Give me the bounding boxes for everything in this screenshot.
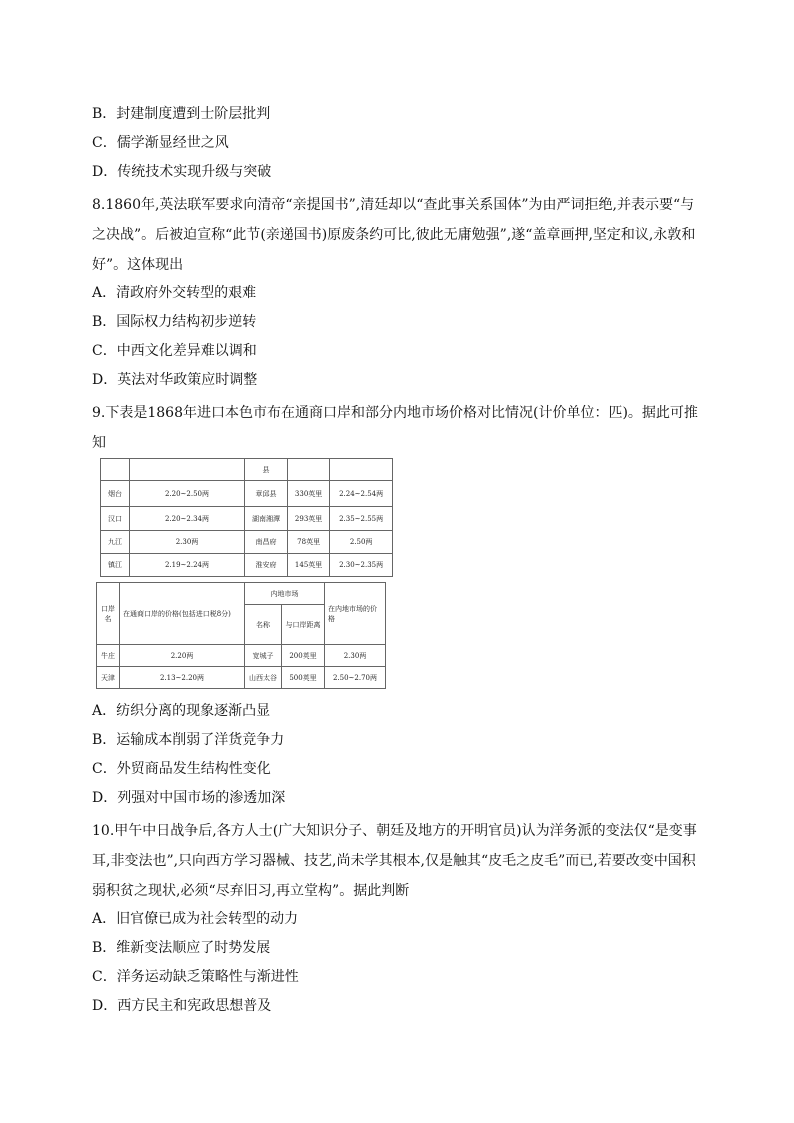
table-row	[101, 507, 393, 531]
table-cell: 牛庄	[97, 645, 120, 667]
price-table-upper	[100, 458, 393, 577]
table-cell: 镇江	[101, 554, 130, 577]
table-cell: 2.50两	[330, 531, 393, 554]
table-row	[101, 459, 393, 481]
q8-option-c: C．中西文化差异难以调和	[92, 343, 257, 359]
q9-option-b: B．运输成本削弱了洋货竞争力	[92, 732, 285, 748]
table-row	[101, 531, 393, 554]
table-cell: 汉口	[101, 507, 130, 531]
table-row	[97, 583, 386, 605]
table-row	[97, 645, 386, 667]
q9-option-a: A．纺织分离的现象逐渐凸显	[92, 703, 271, 719]
table-cell: 宽城子	[245, 645, 282, 667]
table-cell: 145英里	[288, 554, 330, 577]
table-cell: 2.13~2.20两	[120, 667, 245, 689]
table-cell: 湖南湘潭	[245, 507, 288, 531]
table-cell: 500英里	[282, 667, 325, 689]
table-header-distance: 与口岸距离	[282, 605, 325, 645]
table-cell: 2.30~2.35两	[330, 554, 393, 577]
table-cell: 2.19~2.24两	[130, 554, 245, 577]
table-header-name: 名称	[245, 605, 282, 645]
q7-option-b: B．封建制度遭到士阶层批判	[92, 106, 271, 122]
q9-option-d: D．列强对中国市场的渗透加深	[92, 790, 286, 806]
q10-option-a: A．旧官僚已成为社会转型的动力	[92, 911, 299, 927]
table-header-county: 县	[245, 459, 288, 481]
q7-option-d: D．传统技术实现升级与突破	[92, 164, 272, 180]
table-cell: 330英里	[288, 481, 330, 507]
q10-option-b: B．维新变法顺应了时势发展	[92, 940, 271, 956]
table-cell: 2.35~2.55两	[330, 507, 393, 531]
table-cell: 2.30两	[130, 531, 245, 554]
q8-option-a: A．清政府外交转型的艰难	[92, 285, 257, 301]
table-cell: 山西太谷	[245, 667, 282, 689]
q8-option-b: B．国际权力结构初步逆转	[92, 314, 257, 330]
table-cell: 2.20~2.34两	[130, 507, 245, 531]
table-header-inland: 内地市场	[245, 583, 325, 605]
table-cell: 淮安府	[245, 554, 288, 577]
price-table-lower	[96, 582, 386, 689]
table-cell: 2.50~2.70两	[325, 667, 386, 689]
q9-option-c: C．外贸商品发生结构性变化	[92, 761, 271, 777]
table-cell: 九江	[101, 531, 130, 554]
table-cell: 2.20~2.50两	[130, 481, 245, 507]
table-cell: 293英里	[288, 507, 330, 531]
table-cell: 200英里	[282, 645, 325, 667]
table-row	[101, 554, 393, 577]
table-cell: 南昌府	[245, 531, 288, 554]
table-cell: 烟台	[101, 481, 130, 507]
table-cell: 2.24~2.54两	[330, 481, 393, 507]
table-row	[101, 481, 393, 507]
q7-option-c: C．儒学渐显经世之风	[92, 135, 229, 151]
table-header-inland-price: 在内地市场的价格	[325, 583, 386, 645]
q8-stem: 8.1860年,英法联军要求向清帝“亲提国书”,清廷却以“查此事关系国体”为由严词拒绝,并表示要“与之决战”。后被迫宣称“此节(亲递国书)原废条约可比,彼此无庸勉强”,遂“盖章画押,坚定和议,永敦和好”。这体现出	[92, 197, 696, 273]
table-row	[97, 667, 386, 689]
q10-stem: 10.甲午中日战争后,各方人士(广大知识分子、朝廷及地方的开明官员)认为洋务派的变法仅“是变事耳,非变法也”,只向西方学习器械、技艺,尚未学其根本,仅是触其“皮毛之皮毛”而已,若要改变中国积弱积贫之现状,必须“尽弃旧习,再立堂构”。据此判断	[92, 823, 697, 899]
table-cell: 2.30两	[325, 645, 386, 667]
q10-option-d: D．西方民主和宪政思想普及	[92, 998, 272, 1014]
q9-stem: 9.下表是1868年进口本色市布在通商口岸和部分内地市场价格对比情况(计价单位：匹)。据此可推知	[92, 405, 698, 451]
table-cell: 天津	[97, 667, 120, 689]
table-header-port-price: 在通商口岸的价格(包括进口税8分)	[120, 583, 245, 645]
table-cell: 章邱县	[245, 481, 288, 507]
table-header-port: 口岸名	[97, 583, 120, 645]
q10-option-c: C．洋务运动缺乏策略性与渐进性	[92, 969, 299, 985]
table-cell: 2.20两	[120, 645, 245, 667]
q8-option-d: D．英法对华政策应时调整	[92, 372, 258, 388]
table-cell: 78英里	[288, 531, 330, 554]
